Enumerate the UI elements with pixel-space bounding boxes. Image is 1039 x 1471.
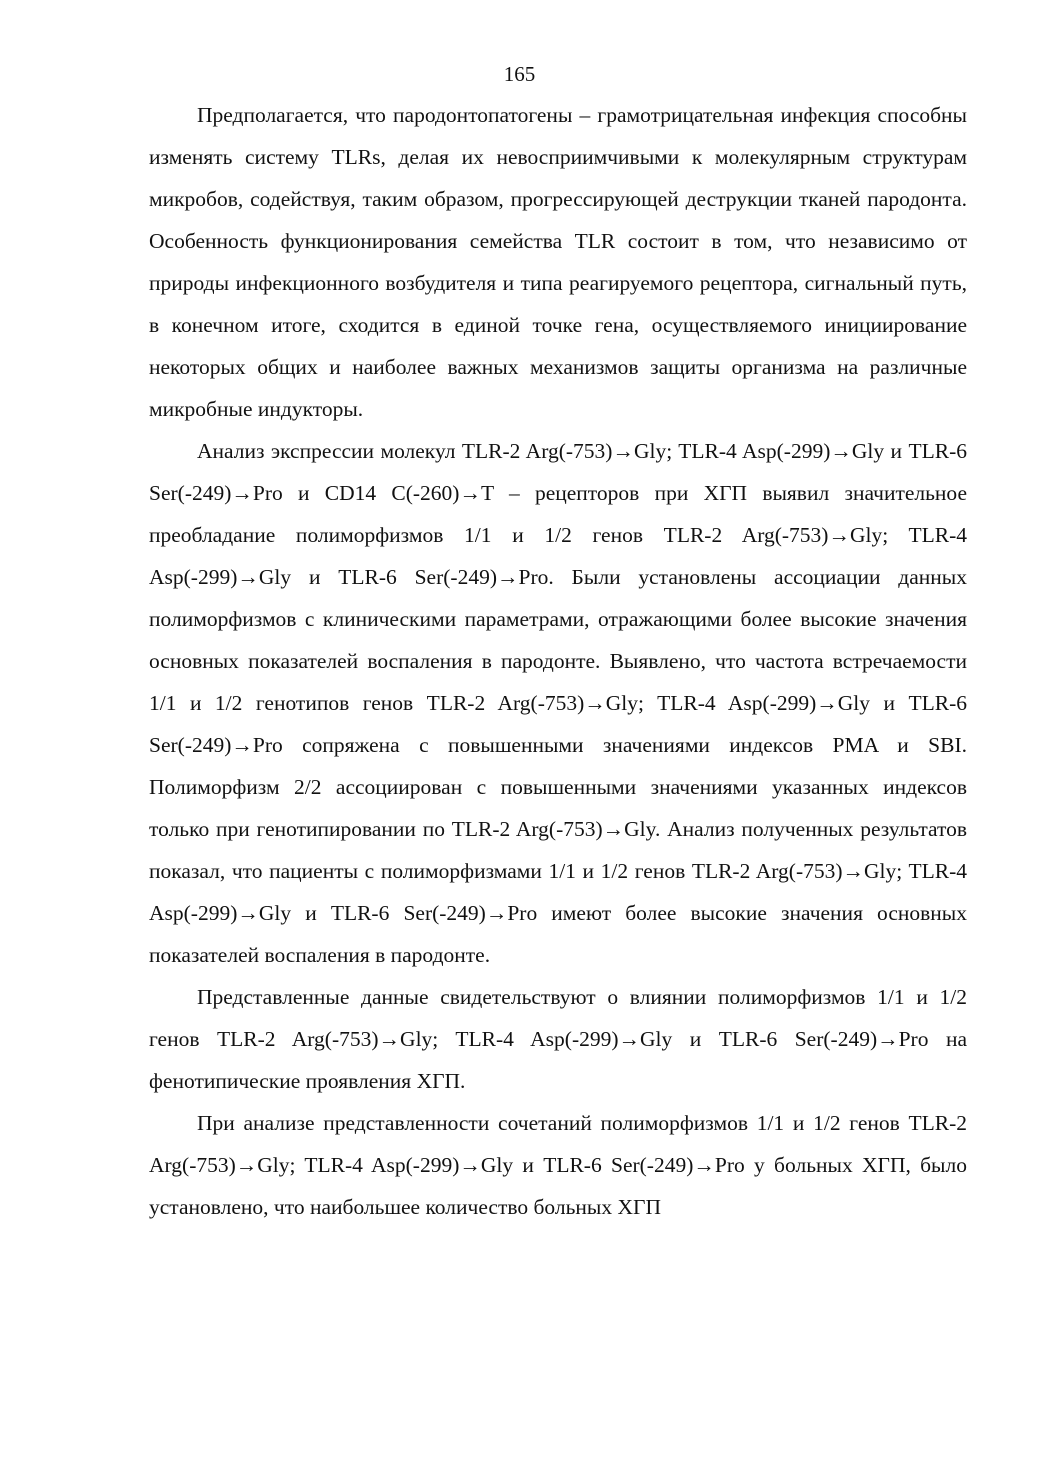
paragraph-combination-analysis: При анализе представленности сочетаний полиморфизмов 1/1 и 1/2 генов TLR-2 Arg(-753)→Gly; TLR-4 Asp(-299)→Gly и TLR-6 Ser(-249)→Pro у больных ХГП, было установлено, что наибольшее количество больных ХГП bbox=[149, 1111, 967, 1219]
paragraph-expression-analysis: Анализ экспрессии молекул TLR-2 Arg(-753)→Gly; TLR-4 Asp(-299)→Gly и TLR-6 Ser(-249)→Pro и CD14 C(-260)→T – рецепторов при ХГП выявил значительное преобладание полиморфизмов 1/1 и 1/2 генов TLR-2 Arg(-753)→Gly; TLR-4 Asp(-299)→Gly и TLR-6 Ser(-249)→Pro. Были установлены ассоциации данных полиморфизмов с клиническими параметрами, отражающими более высокие значения основных показателей воспаления в пародонте. Выявлено, что частота встречаемости 1/1 и 1/2 генотипов генов TLR-2 Arg(-753)→Gly; TLR-4 Asp(-299)→Gly и TLR-6 Ser(-249)→Pro сопряжена с повышенными значениями индексов PMA и SBI. Полиморфизм 2/2 ассоциирован с повышенными значениями указанных индексов только при генотипировании по TLR-2 Arg(-753)→Gly. Анализ полученных результатов показал, что пациенты с полиморфизмами 1/1 и 1/2 генов TLR-2 Arg(-753)→Gly; TLR-4 Asp(-299)→Gly и TLR-6 Ser(-249)→Pro имеют более высокие значения основных показателей воспаления в пародонте. bbox=[149, 439, 967, 967]
paragraph-phenotype-influence: Представленные данные свидетельствуют о влиянии полиморфизмов 1/1 и 1/2 генов TLR-2 Arg(-753)→Gly; TLR-4 Asp(-299)→Gly и TLR-6 Ser(-249)→Pro на фенотипические проявления ХГП. bbox=[149, 985, 967, 1093]
body-text bbox=[149, 94, 967, 1228]
page-number: 165 bbox=[503, 62, 536, 86]
paragraph-tlr-pathogens: Предполагается, что пародонтопатогены – грамотрицательная инфекция способны изменять систему TLRs, делая их невосприимчивыми к молекулярным структурам микробов, содействуя, таким образом, прогрессирующей деструкции тканей пародонта. Особенность функционирования семейства TLR состоит в том, что независимо от природы инфекционного возбудителя и типа реагируемого рецептора, сигнальный путь, в конечном итоге, сходится в единой точке гена, осуществляемого инициирование некоторых общих и наиболее важных механизмов защиты организма на различные микробные индукторы. bbox=[149, 103, 967, 421]
